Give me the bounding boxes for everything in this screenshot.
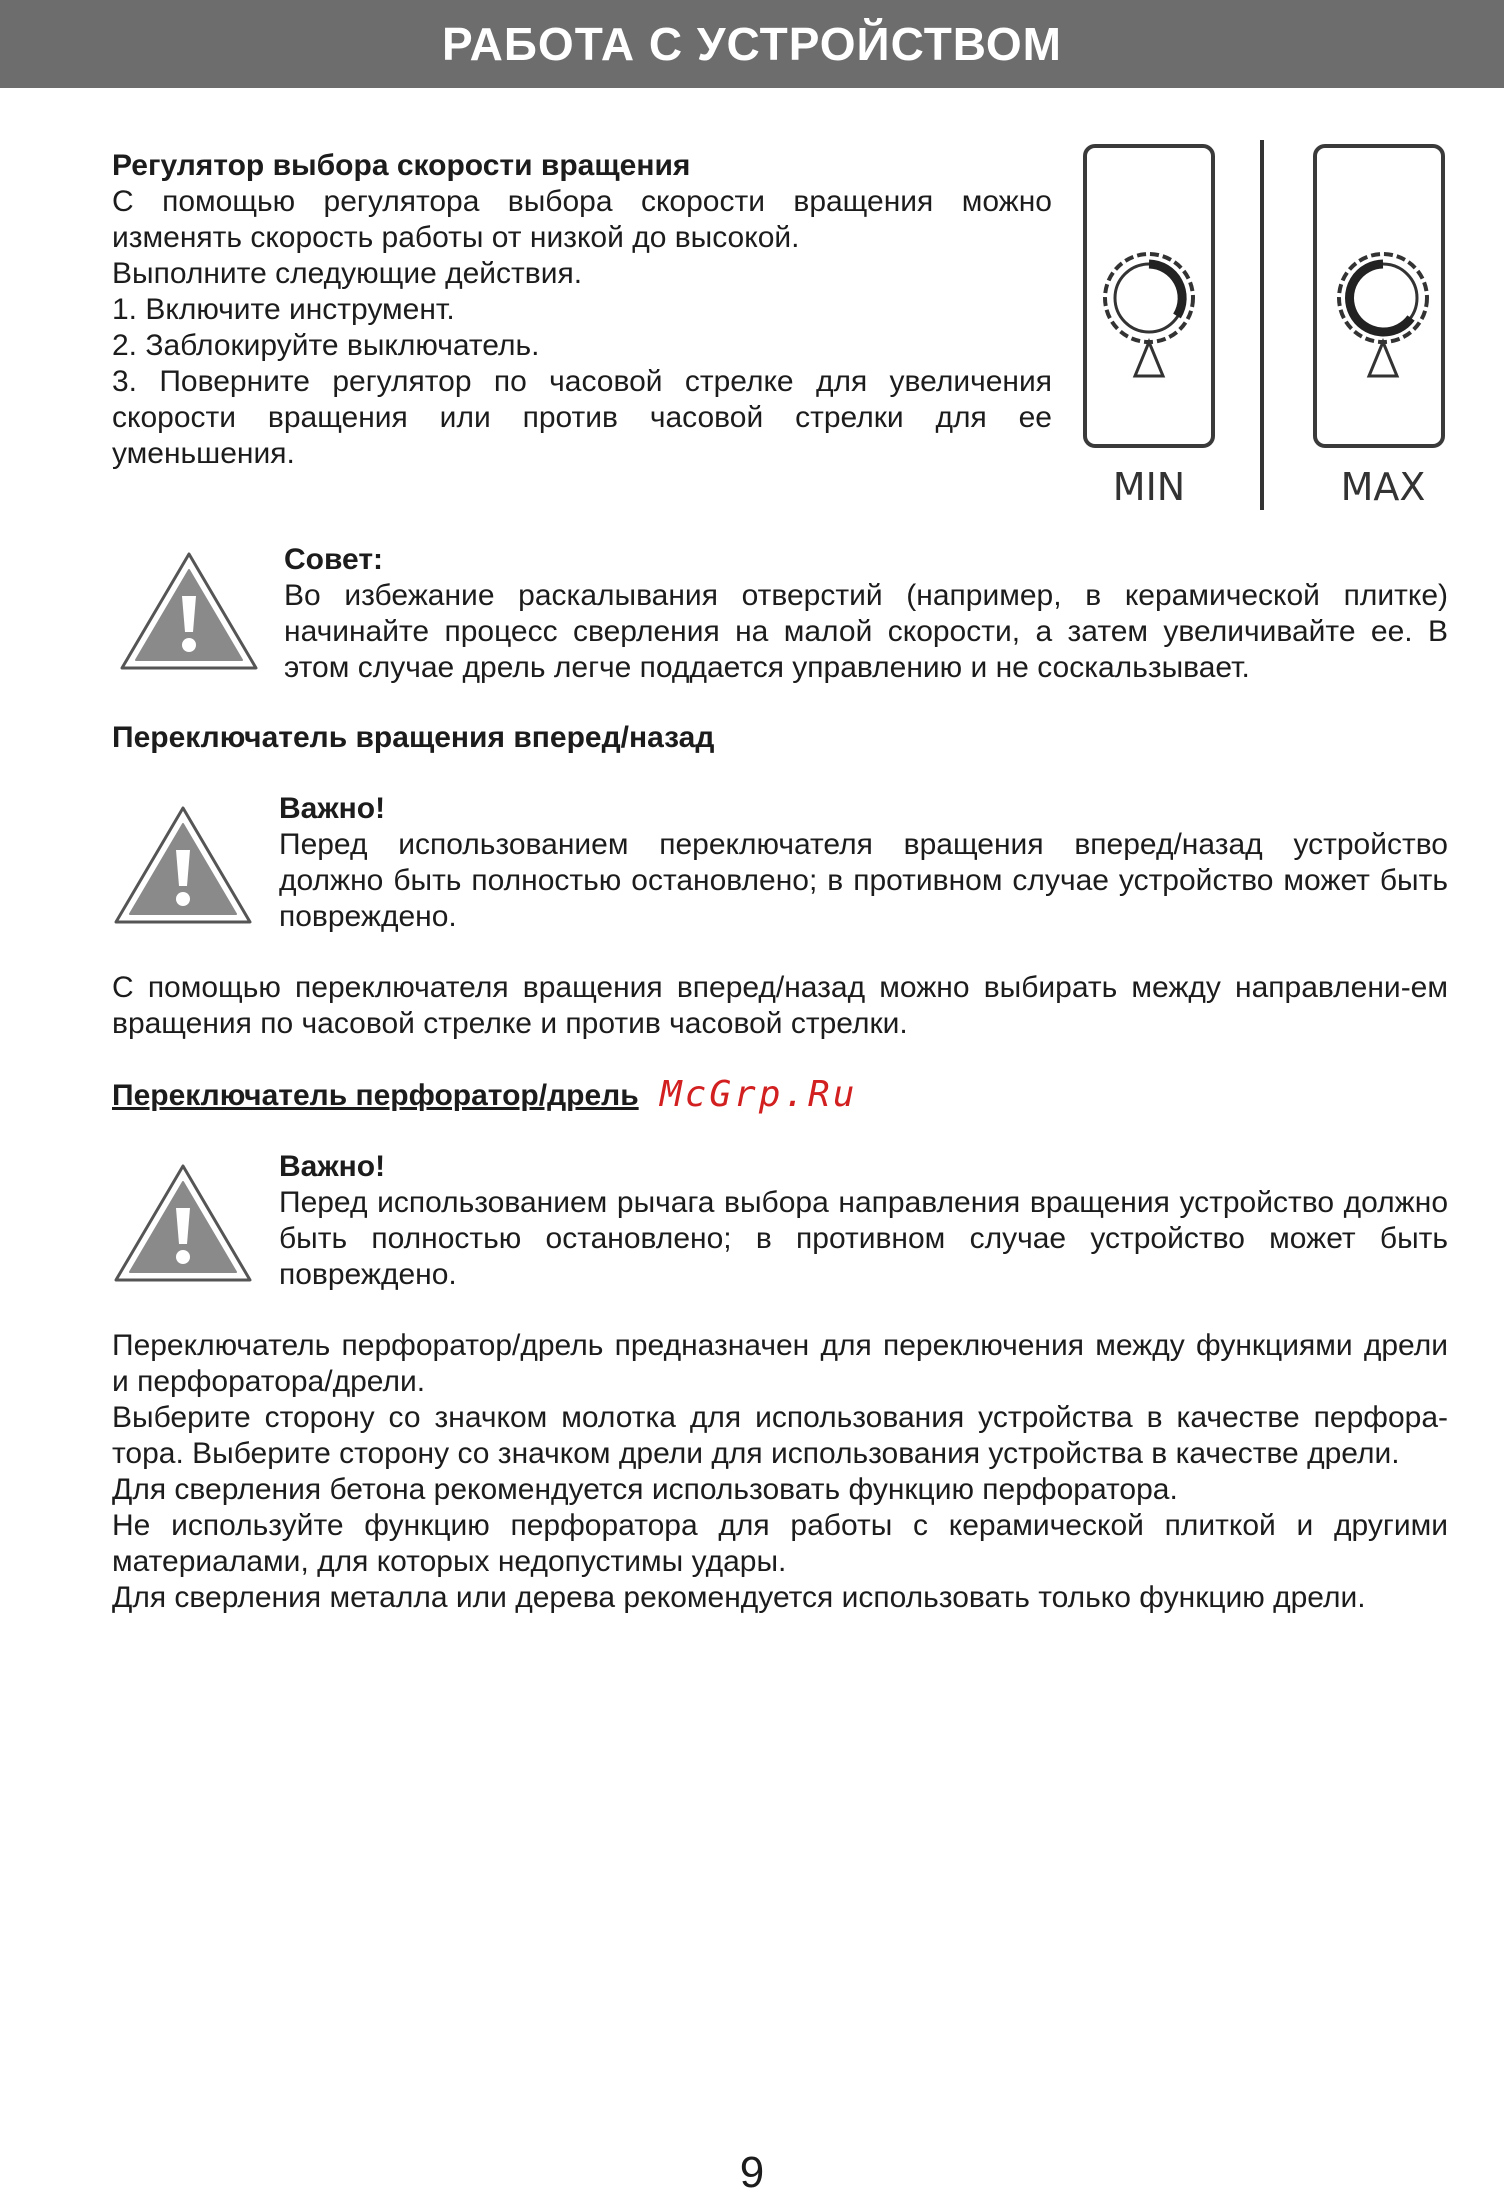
mode-warning-title: Важно! (279, 1150, 386, 1183)
mode-section-title: Переключатель перфоратор/дрель (112, 1079, 639, 1112)
direction-section-title: Переключатель вращения вперед/назад (112, 721, 715, 754)
mode-paragraphs-block (112, 1328, 1448, 1616)
max-dial-icon (1339, 254, 1427, 376)
watermark-text: McGrp.Ru (660, 1074, 858, 1115)
mode-paragraph: Не используйте функцию перфоратора для работы с керамической плиткой и другими материалами, для которых недопустимы удары. (112, 1509, 1448, 1578)
speed-paragraph: Выполните следующие действия. (112, 257, 583, 290)
tip-title: Совет: (284, 543, 384, 576)
speed-step: 2. Заблокируйте выключатель. (112, 329, 540, 362)
max-panel-outline (1315, 146, 1443, 446)
page-header (0, 0, 1504, 88)
warning-triangle-icon (110, 802, 256, 928)
direction-warning-block (279, 791, 1448, 935)
speed-step: 3. Поверните регулятор по часовой стрелке для увеличения скорости вращения или против часовой стрелки для ее уменьшения. (112, 365, 1052, 470)
mode-warning-text: Перед использованием рычага выбора направления вращения устройство должно быть полностью остановлено; в противном случае устройство может быть повреждено. (279, 1186, 1448, 1291)
page-number: 9 (739, 2148, 765, 2197)
tip-block (284, 542, 1448, 686)
warning-triangle-icon (110, 1160, 256, 1286)
mode-paragraph: Для сверления бетона рекомендуется использовать функцию перфоратора. (112, 1473, 1178, 1506)
direction-paragraph: С помощью переключателя вращения вперед/назад можно выбирать между направлени-ем вращения по часовой стрелке и против часовой стрелки. (112, 971, 1448, 1040)
speed-step: 1. Включите инструмент. (112, 293, 455, 326)
mode-warning-block (279, 1149, 1448, 1293)
speed-section-title: Регулятор выбора скорости вращения (112, 149, 691, 182)
direction-warning-title: Важно! (279, 792, 386, 825)
speed-paragraph: С помощью регулятора выбора скорости вращения можно изменять скорость работы от низкой до высокой. (112, 185, 1052, 254)
speed-section (112, 148, 1052, 472)
page-title: РАБОТА С УСТРОЙСТВОМ (442, 18, 1062, 70)
speed-dial-figure (1075, 138, 1465, 514)
min-dial-icon (1105, 254, 1193, 376)
mode-paragraph: Для сверления металла или дерева рекомендуется использовать только функцию дрели. (112, 1581, 1366, 1614)
warning-triangle-icon (116, 548, 262, 674)
tip-text: Во избежание раскалывания отверстий (например, в керамической плитке) начинайте процесс сверления на малой скорости, а затем увеличивайте ее. В этом случае дрель легче поддается управлению и не соскальзывает. (284, 579, 1448, 684)
direction-warning-text: Перед использованием переключателя вращения вперед/назад устройство должно быть полностью остановлено; в противном случае устройство может быть повреждено. (279, 828, 1448, 933)
mode-paragraph: Переключатель перфоратор/дрель предназначен для переключения между функциями дрели и перфоратора/дрели. (112, 1329, 1448, 1398)
min-label: MIN (1112, 465, 1186, 509)
direction-paragraph-block (112, 970, 1448, 1042)
mode-paragraph: Выберите сторону со значком молотка для использования устройства в качестве перфора-тора. Выберите сторону со значком дрели для использования устройства в качестве дрели. (112, 1401, 1448, 1470)
max-label: MAX (1340, 465, 1426, 509)
